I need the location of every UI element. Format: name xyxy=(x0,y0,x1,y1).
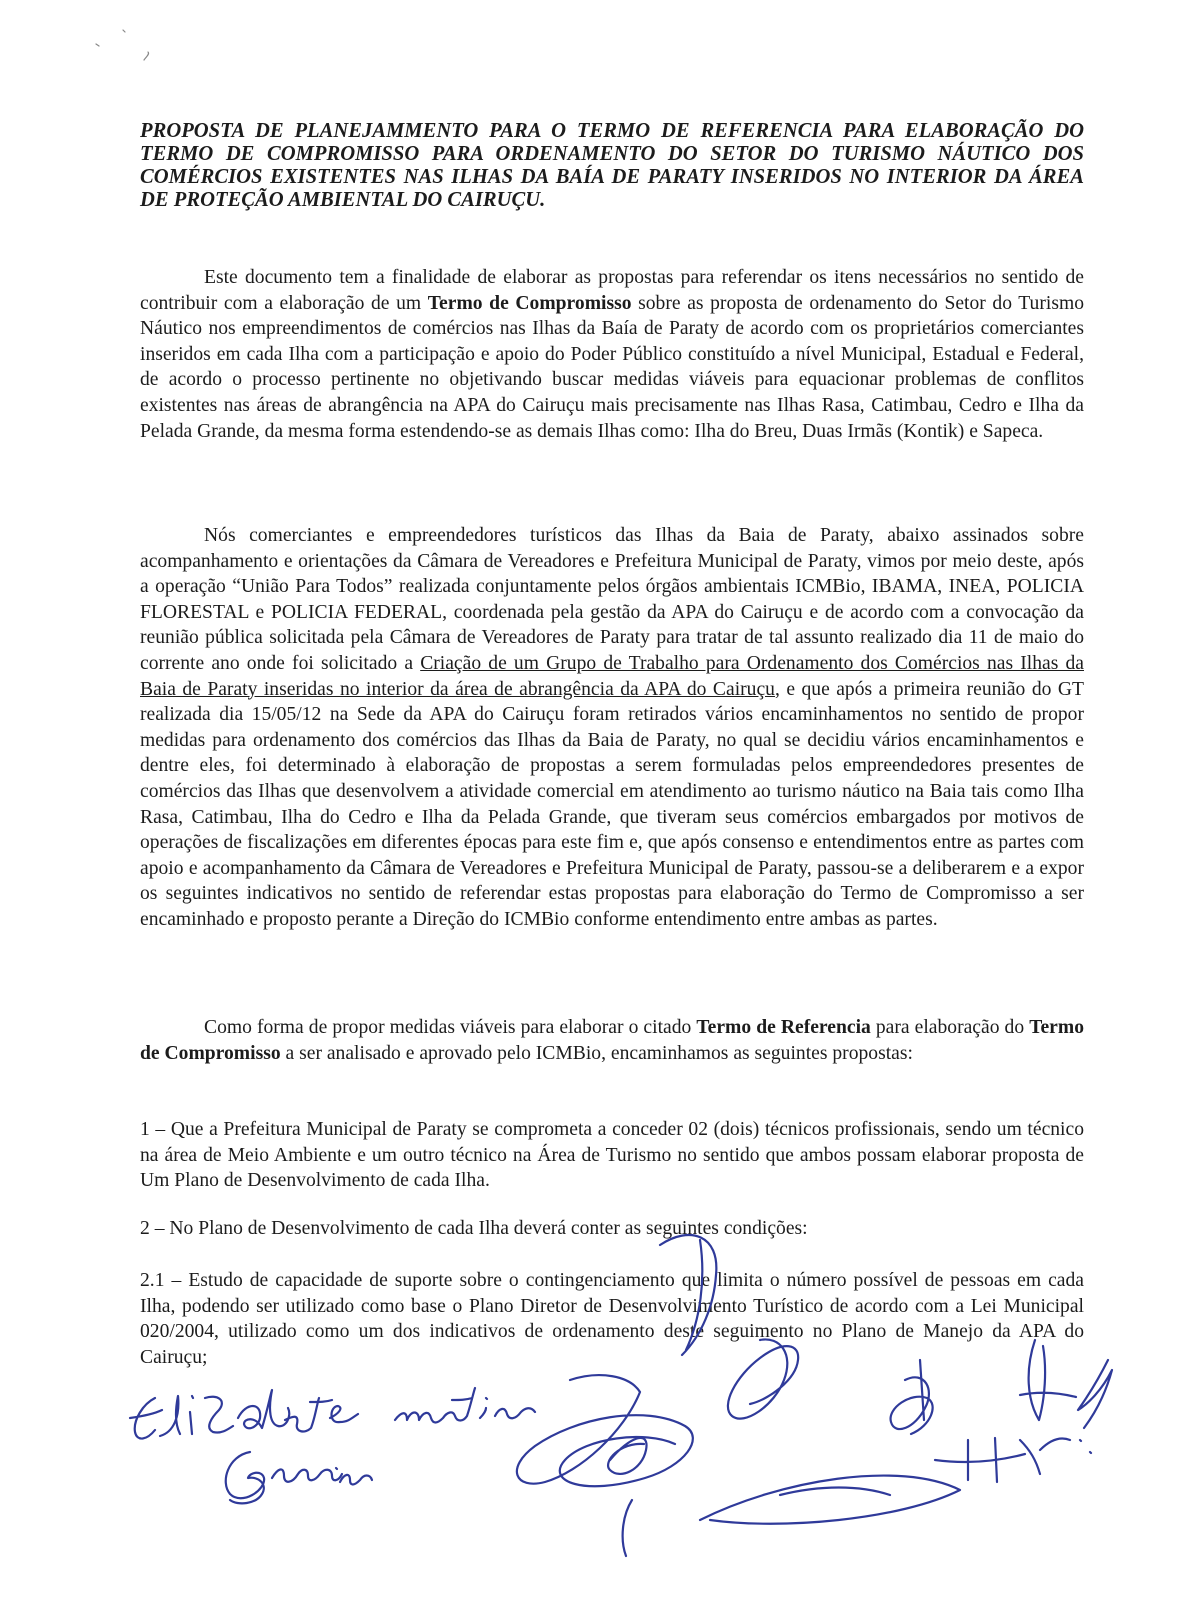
signature-loops-center xyxy=(517,1235,960,1556)
p3-bold-compromisso: Termo de Compromisso xyxy=(140,1017,1084,1064)
p1-text-b: sobre as proposta de ordenamento do Setor do Turismo Náutico nos empreendimentos de comércios nas Ilhas da Baía de Paraty de acordo com os proprietários comerciantes inseridos em cada Ilha com a participação e apoio do Poder Público constituído a nível Municipal, Estadual e Federal, de acordo o processo pertinente no objetivando buscar medidas viáveis para equacionar problemas de conflitos existentes nas áreas de abrangência na APA do Cairuçu mais precisamente nas Ilhas Rasa, Catimbau, Cedro e Ilha da Pelada Grande, da mesma forma estendendo-se as demais Ilhas como: Ilha do Breu, Duas Irmãs (Kontik) e Sapeca. xyxy=(140,292,1084,442)
p3-text-d: a ser analisado e aprovado pelo ICMBio, encaminhamos as seguintes propostas: xyxy=(280,1042,913,1064)
signature-right-group xyxy=(891,1340,1112,1482)
proposal-item-2-1: 2.1 – Estudo de capacidade de suporte sobre o contingenciamento que limita o número possível de pessoas em cada Ilha, podendo ser utilizado como base o Plano Diretor de Desenvolvimento Turístico de acordo com a Lei Municipal 020/2004, utilizado como um dos indicativos de ordenamento deste seguimento no Plano de Manejo da APA do Cairuçu; xyxy=(140,1270,1084,1368)
margin-mark xyxy=(96,30,149,60)
proposal-item-1: 1 – Que a Prefeitura Municipal de Paraty se comprometa a conceder 02 (dois) técnicos profissionais, sendo um técnico na área de Meio Ambiente e um outro técnico na Área de Turismo no sentido que ambos possam elaborar proposta de Um Plano de Desenvolvimento de cada Ilha. xyxy=(140,1119,1084,1192)
p3-text-a: Como forma de propor medidas viáveis para elaborar o citado xyxy=(204,1017,697,1038)
p1-bold-termo: Termo de Compromisso xyxy=(427,292,632,314)
proposal-item-2: 2 – No Plano de Desenvolvimento de cada Ilha deverá conter as seguintes condições: xyxy=(140,1218,808,1239)
p1-text-a: Este documento tem a finalidade de elaborar as propostas para referendar os itens necessários no sentido de contribuir com a elaboração de um xyxy=(140,267,1084,314)
signature-bueraim xyxy=(226,1452,372,1503)
p2-text-b: , e que após a primeira reunião do GT realizada dia 15/05/12 na Sede da APA do Cairuçu foram retirados vários encaminhamentos no sentido de propor medidas para ordenamento dos comércios das Ilhas da Baia de Paraty, no qual se decidiu vários encaminhamentos e dentre eles, foi determinado à elaboração de propostas a serem formuladas pelos empreendedores presentes de comércios das Ilhas que desenvolvem a atividade comercial em atendimento ao turismo náutico na Baia tais como Ilha Rasa, Catimbau, Ilha do Cedro e Ilha da Pelada Grande, que tiveram seus comércios embargados por motivos de operações de fiscalizações em diferentes épocas para este fim e, que após consenso e entendimentos entre as partes com apoio e acompanhamento da Câmara de Vereadores e Prefeitura Municipal de Paraty, passou-se a deliberarem e a expor os seguintes indicativos no sentido de referendar estas propostas para elaboração do Termo de Compromisso a ser encaminhado e proposto perante a Direção do ICMBio conforme entendimento entre ambas as partes. xyxy=(140,678,1084,930)
p2-text-a: Nós comerciantes e empreendedores turísticos das Ilhas da Baia de Paraty, abaixo assinados sobre acompanhamento e orientações da Câmara de Vereadores e Prefeitura Municipal de Paraty, vimos por meio deste, após a operação “União Para Todos” realizada conjuntamente pelos órgãos ambientais ICMBio, IBAMA, INEA, POLICIA FLORESTAL e POLICIA FEDERAL, coordenada pela gestão da APA do Cairuçu e de acordo com a convocação da reunião pública solicitada pela Câmara de Vereadores de Paraty para tratar de tal assunto realizado dia 11 de maio do corrente ano onde foi solicitado a xyxy=(140,525,1084,674)
p3-bold-referencia: Termo de Referencia xyxy=(696,1017,871,1038)
document-title: PROPOSTA DE PLANEJAMMENTO PARA O TERMO DE REFERENCIA PARA ELABORAÇÃO DO TERMO DE COMPROMISSO PARA ORDENAMENTO DO SETOR DO TURISMO NÁUTICO DOS COMÉRCIOS EXISTENTES NAS ILHAS DA BAÍA DE PARATY INSERIDOS NO INTERIOR DA ÁREA DE PROTEÇÃO AMBIENTAL DO CAIRUÇU. xyxy=(140,120,1084,211)
p3-text-c: para elaboração do xyxy=(870,1017,1030,1038)
signature-elizabete xyxy=(130,1388,535,1439)
p2-underlined-gt: Criação de um Grupo de Trabalho para Ordenamento dos Comércios nas Ilhas da Baia de Paraty inseridas no interior da área de abrangência da APA do Cairuçu xyxy=(140,652,1084,700)
